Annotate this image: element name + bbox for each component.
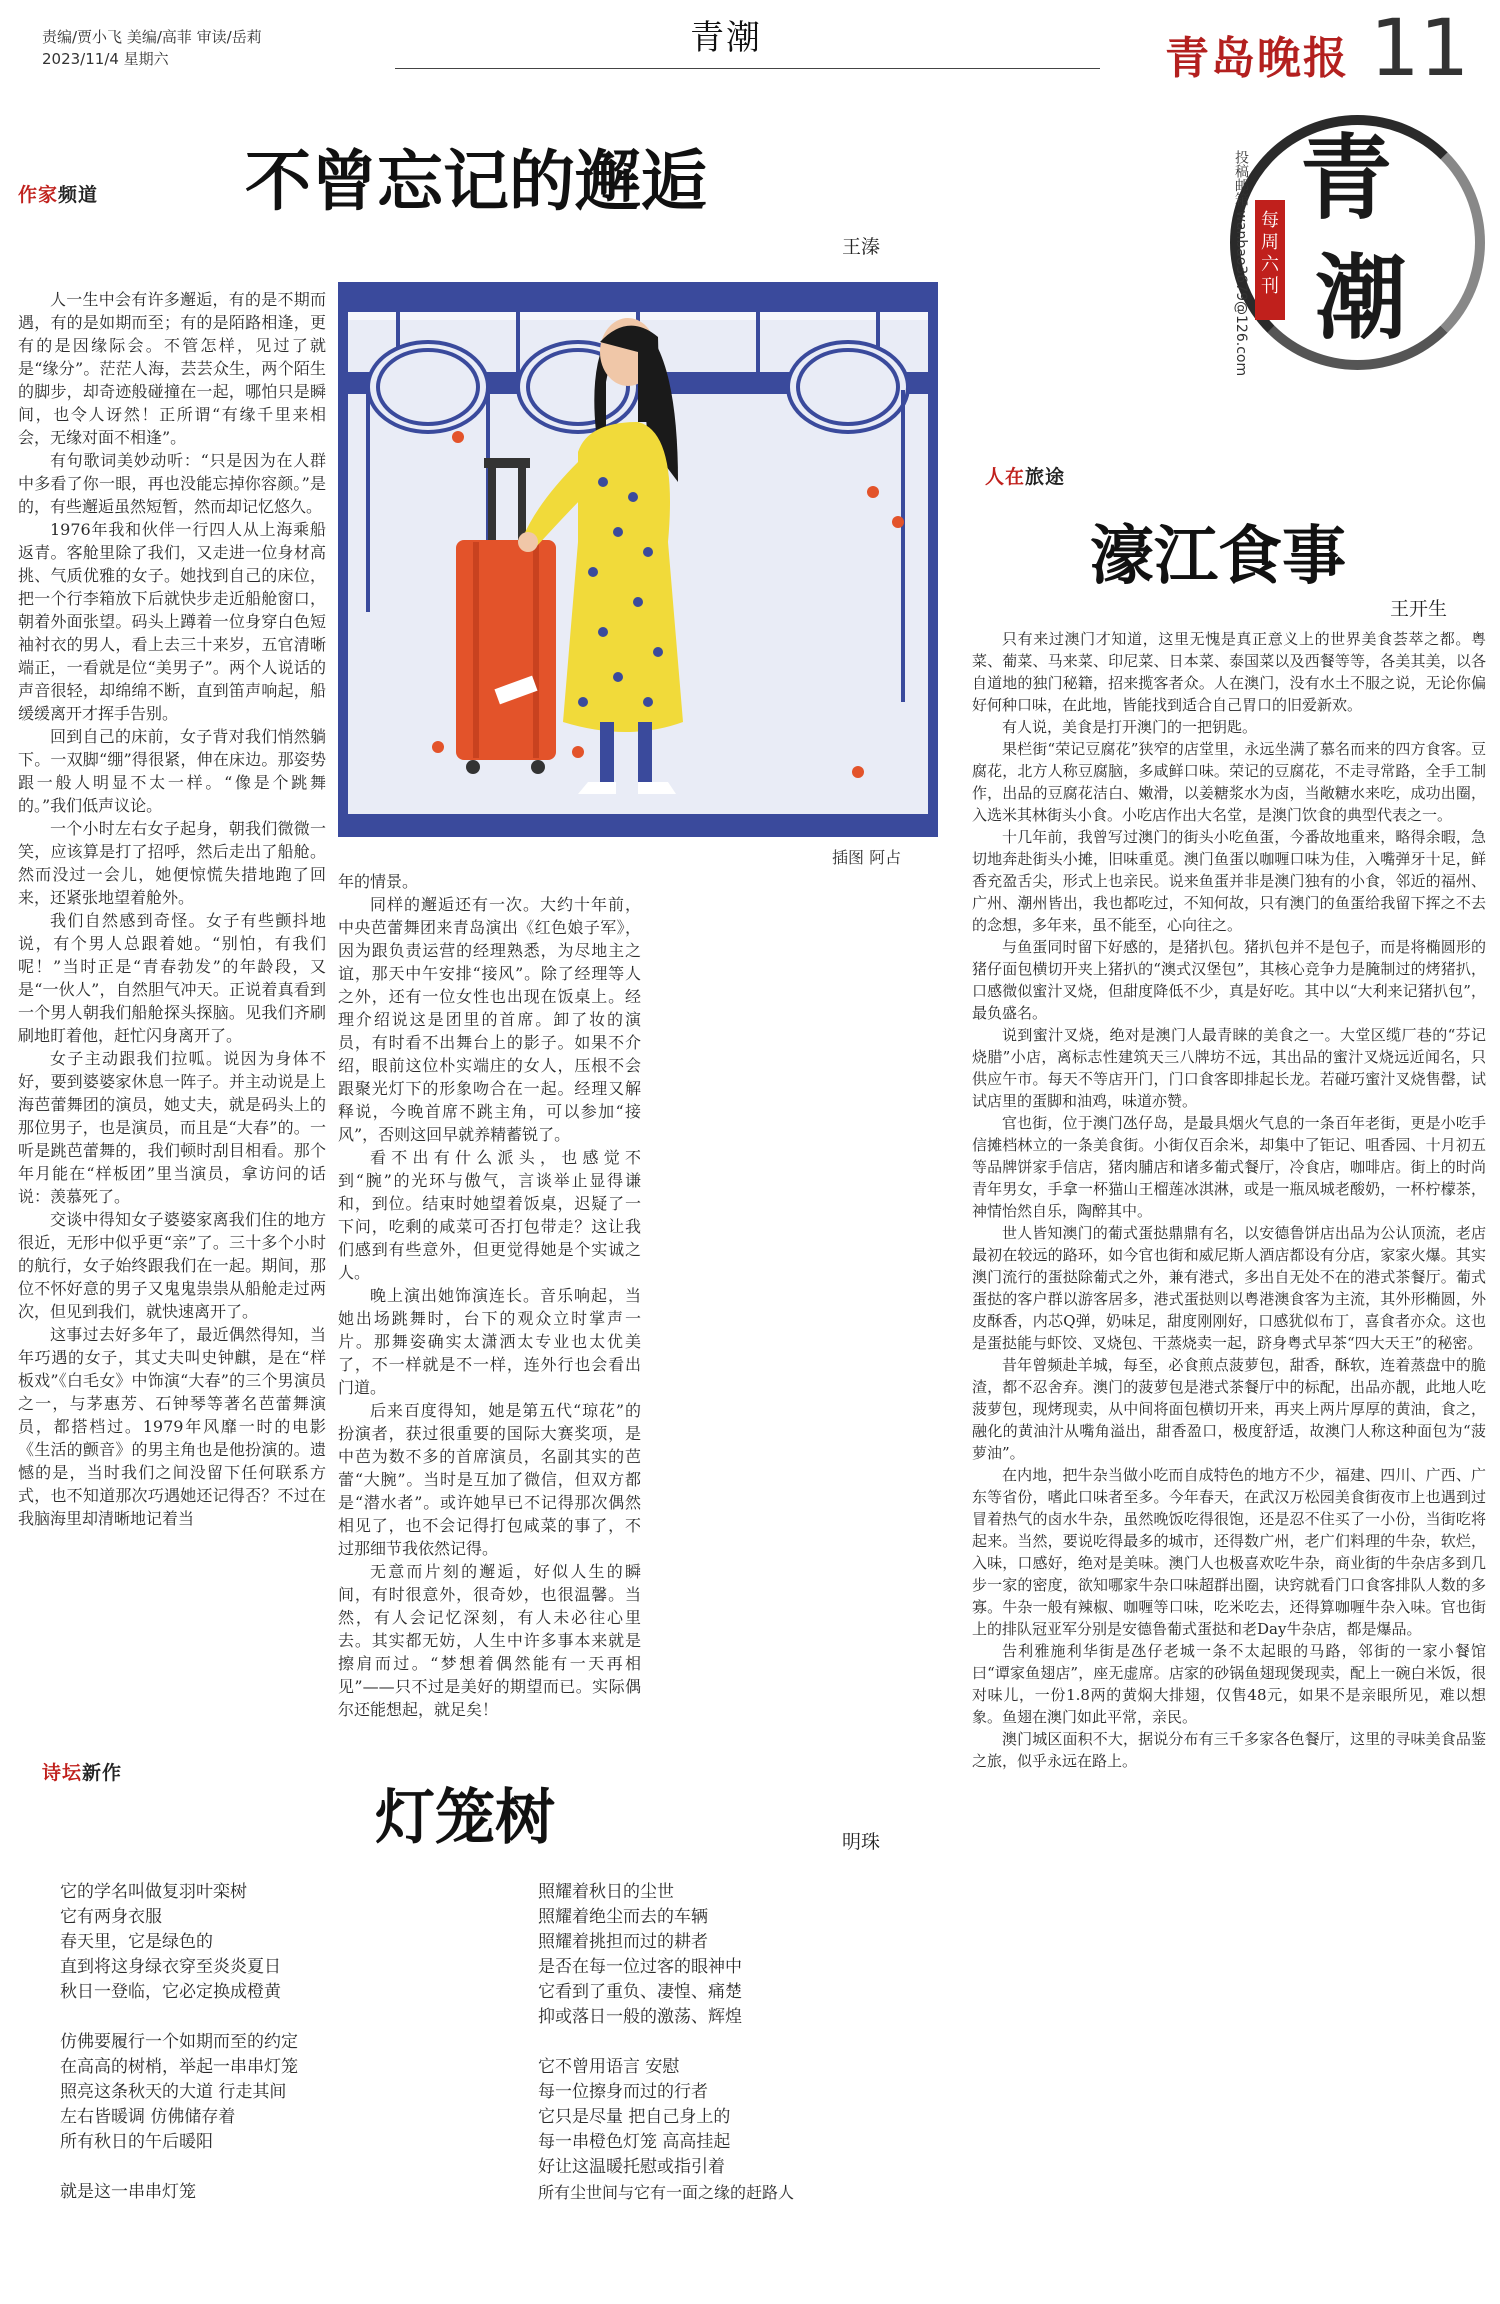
page-number: 11 [1370,4,1470,94]
stanza-break [60,2155,490,2180]
paragraph: 1976年我和伙伴一行四人从上海乘船返青。客舱里除了我们，又走进一位身材高挑、气质优雅的女子。她找到自己的床位，把一个行李箱放下后就快步走近船舱窗口，朝着外面张望。码头上蹲着一位身穿白色短袖衬衣的男人，看上去三十来岁，五官清晰端正，一看就是位“美男子”。两个人说话的声音很轻，却绵绵不断，直到笛声响起，船缓缓离开才挥手告别。 [18,520,326,723]
email-address: wanbao3679@126.com [1233,210,1249,377]
poem-line: 在高高的树梢，举起一串串灯笼 [60,2057,298,2077]
poem-line: 就是这一串串灯笼 [60,2182,196,2202]
paragraph: 无意而片刻的邂逅，好似人生的瞬间，有时很意外，很奇妙，也很温馨。当然，有人会记忆深刻，有人未必往心里去。其实都无妨，人生中许多事本来就是擦肩而过。“梦想着偶然能有一天再相见”——只不过是美好的期望而已。实际偶尔还能想起，就足矣！ [338,1562,641,1719]
column-tag-travel: 人在旅途 [985,466,1066,488]
paragraph: 这事过去好多年了，最近偶然得知，当年巧遇的女子，其丈夫叫史钟麒，是在“样板戏”《白毛女》中饰演“大春”的三个男演员之一，与茅惠芳、石钟琴等著名芭蕾舞演员，都搭档过。1979年风靡一时的电影《生活的颤音》的男主角也是他扮演的。遗憾的是，当时我们之间没留下任何联系方式，也不知道那次巧遇她还记得否？不过在我脑海里却清晰地记着当 [18,1325,326,1528]
article2-column [972,628,1486,1772]
poem-line: 它的学名叫做复羽叶栾树 [60,1882,247,1902]
column-tag-writer: 作家频道 [18,184,99,206]
logo-char-qing: 青 [1300,124,1393,232]
article2-author: 王开生 [1390,598,1448,620]
paragraph: 果栏街“荣记豆腐花”狭窄的店堂里，永远坐满了慕名而来的四方食客。豆腐花，北方人称豆腐脑，多咸鲜口味。荣记的豆腐花，不走寻常路，全手工制作，出品的豆腐花洁白、嫩滑，以姜糖浆水为卤，当敞糖水来吃，成功出圈，入选米其林街头小食。小吃店作出大名堂，是澳门饮食的典型代表之一。 [972,740,1486,824]
header-rule [395,68,1100,69]
paragraph: 说到蜜汁叉烧，绝对是澳门人最青睐的美食之一。大堂区缆厂巷的“芬记烧腊”小店，离标志性建筑天三八牌坊不远，其出品的蜜汁叉烧远近闻名，只供应午市。每天不等店开门，门口食客即排起长龙。若碰巧蜜汁叉烧售罄，试试店里的蛋脚和油鸡，味道亦赞。 [972,1026,1486,1110]
poem-line: 每一位擦身而过的行者 [538,2082,708,2102]
paragraph: 晚上演出她饰演连长。音乐响起，当她出场跳舞时，台下的观众立时掌声一片。那舞姿确实太潇洒太专业也太优美了，不一样就是不一样，连外行也会看出门道。 [338,1286,641,1397]
paragraph: 澳门城区面积不大，据说分布有三千多家各色餐厅，这里的寻味美食品鉴之旅，似乎永远在路上。 [972,1730,1486,1770]
paragraph: 交谈中得知女子婆婆家离我们住的地方很近，无形中似乎更“亲”了。三十多个小时的航行，女子始终跟我们在一起。期间，那位不怀好意的男子又鬼鬼祟祟从船舱走过两次，但见到我们，就快速离开了。 [18,1210,326,1321]
date-line: 2023/11/4 星期六 [42,50,169,68]
paragraph: 官也街，位于澳门氹仔岛，是最具烟火气息的一条百年老街，更是小吃手信摊档林立的一条美食街。小街仅百余米，却集中了钜记、咀香园、十月初五等品牌饼家手信店，猪肉脯店和诸多葡式餐厅，冷食店，咖啡店。街上的时尚青年男女，手拿一杯猫山王榴莲冰淇淋，或是一瓶凤城老酸奶，一杯柠檬茶，神情怡然自乐，陶醉其中。 [972,1114,1486,1220]
poem-line: 它有两身衣服 [60,1907,162,1927]
paragraph: 我们自然感到奇怪。女子有些颤抖地说，有个男人总跟着她。“别怕，有我们呢！”当时正是“青春勃发”的年龄段，又是“一伙人”，自然胆气冲天。正说着真看到一个男人朝我们船舱探头探脑。见我们齐刷刷地盯着他，赶忙闪身离开了。 [18,911,326,1045]
article1-author: 王溱 [842,236,881,258]
paragraph: 有人说，美食是打开澳门的一把钥匙。 [1002,718,1258,736]
paragraph: 只有来过澳门才知道，这里无愧是真正意义上的世界美食荟萃之都。粤菜、葡菜、马来菜、印尼菜、日本菜、泰国菜以及西餐等等，各美其美，以各自道地的独门秘籍，招来揽客者众。人在澳门，没有水土不服之说，无论你偏好何种口味，在此地，皆能找到适合自己胃口的旧爱新欢。 [972,630,1486,714]
poem-line: 左右皆暖调 仿佛储存着 [60,2107,236,2127]
poem-left-column [60,1880,490,2205]
article2-title: 濠江食事 [1090,520,1346,594]
poem-line: 它看到了重负、凄惶、痛楚 [538,1982,742,2002]
email-label: 投稿邮箱 [1233,150,1249,206]
article1-mid-column [338,870,641,1721]
paragraph: 与鱼蛋同时留下好感的，是猪扒包。猪扒包并不是包子，而是将椭圆形的猪仔面包横切开夹上猪扒的“澳式汉堡包”，其核心竞争力是腌制过的烤猪扒，口感微似蜜汁叉烧，但甜度降低不少，真是好吃。其中以“大利来记猪扒包”，最负盛名。 [972,938,1486,1022]
poem-title: 灯笼树 [375,1783,555,1853]
paragraph: 女子主动跟我们拉呱。说因为身体不好，要到婆婆家休息一阵子。并主动说是上海芭蕾舞团的演员，她丈夫，就是码头上的那位男子，也是演员，而且是“大春”的。一听是跳芭蕾舞的，我们顿时刮目相看。那个年月能在“样板团”里当演员，拿访问的话说：羡慕死了。 [18,1049,326,1206]
header-credits [42,26,262,70]
poem-line: 好让这温暖托慰或指引着 [538,2157,725,2177]
poem-line: 每一串橙色灯笼 高高挂起 [538,2132,731,2152]
paragraph: 世人皆知澳门的葡式蛋挞鼎鼎有名，以安德鲁饼店出品为公认顶流，老店最初在较远的路环，如今官也街和威尼斯人酒店都设有分店，家家火爆。其实澳门流行的蛋挞除葡式之外，兼有港式，多出自无处不在的港式茶餐厅。葡式蛋挞的客户群以游客居多，港式蛋挞则以粤港澳食客为主流，其外形椭圆，外皮酥香，内芯Q弹，奶味足，甜度刚刚好，口感犹似布丁，喜食者亦众。这也是蛋挞能与虾饺、叉烧包、干蒸烧卖一起，跻身粤式早茶“四大天王”的秘密。 [972,1224,1486,1352]
article1-illustration [338,282,938,837]
paragraph: 看不出有什么派头，也感觉不到“腕”的光环与傲气，言谈举止显得谦和，到位。结束时她望着饭桌，迟疑了一下问，吃剩的咸菜可否打包带走？这让我们感到有些意外，但更觉得她是个实诚之人。 [338,1148,641,1282]
poem-line: 照亮这条秋天的大道 行走其间 [60,2082,287,2102]
poem-line: 照耀着秋日的尘世 [538,1882,674,1902]
logo-seal: 每周六刊 [1255,200,1285,320]
stanza-break [538,2030,958,2055]
poem-line: 它不曾用语言 安慰 [538,2057,680,2077]
paragraph: 十几年前，我曾写过澳门的街头小吃鱼蛋，今番故地重来，略得余暇，急切地奔赴街头小摊，旧味重觅。澳门鱼蛋以咖喱口味为佳，入嘴弹牙十足，鲜香充盈舌尖，形式上也亲民。说来鱼蛋并非是澳门独有的小食，邻近的福州、广州、潮州皆出，我也都吃过，不知何故，只有澳门的鱼蛋给我留下挥之不去的念想，多年来，虽不能至，心向往之。 [972,828,1486,934]
poem-line: 是否在每一位过客的眼神中 [538,1957,742,1977]
stanza-break [60,2005,490,2030]
newspaper-brand: 青岛晚报 [1165,33,1349,84]
poem-line: 照耀着挑担而过的耕者 [538,1932,708,1952]
logo-char-chao: 潮 [1315,244,1408,352]
paragraph: 回到自己的床前，女子背对我们悄然躺下。一双脚“绷”得很紧，伸在床边。那姿势跟一般人明显不太一样。“像是个跳舞的。”我们低声议论。 [18,727,326,815]
paragraph: 年的情景。 [338,872,419,891]
paragraph: 同样的邂逅还有一次。大约十年前，中央芭蕾舞团来青岛演出《红色娘子军》，因为跟负责运营的经理熟悉，为尽地主之谊，那天中午安排“接风”。除了经理等人之外，还有一位女性也出现在饭桌上。经理介绍说这是团里的首席。卸了妆的演员，有时看不出舞台上的影子。如果不介绍，眼前这位朴实端庄的女人，压根不会跟聚光灯下的形象吻合在一起。经理又解释说，今晚首席不跳主角，可以参加“接风”，否则这回早就养精蓄锐了。 [338,895,641,1144]
poem-line: 秋日一登临，它必定换成橙黄 [60,1982,281,2002]
submission-email [1190,150,1250,400]
paragraph: 人一生中会有许多邂逅，有的是不期而遇，有的是如期而至；有的是陌路相逢，更有的是因缘际会。不管怎样，见过了就是“缘分”。茫茫人海，芸芸众生，两个陌生的脚步，却奇迹般碰撞在一起，哪怕只是瞬间，也令人讶然！正所谓“有缘千里来相会，无缘对面不相逢”。 [18,290,326,447]
poem-line: 春天里，它是绿色的 [60,1932,213,1952]
paragraph: 一个小时左右女子起身，朝我们微微一笑，应该算是打了招呼，然后走出了船舱。然而没过一会儿，她便惊慌失措地跑了回来，还紧张地望着舱外。 [18,819,326,907]
paragraph: 在内地，把牛杂当做小吃而自成特色的地方不少，福建、四川、广西、广东等省份，嗜此口味者至多。今年春天，在武汉万松园美食街夜市上也遇到过冒着热气的卤水牛杂，虽然晚饭吃得很饱，还是忍不住买了一小份，当街吃将起来。当然，要说吃得最多的城市，还得数广州，老广们料理的牛杂，软烂，入味，口感好，绝对是美味。澳门人也极喜欢吃牛杂，商业街的牛杂店多到几步一家的密度，欲知哪家牛杂口味超群出圈，诀窍就看门口食客排队人数的多寡。牛杂一般有辣椒、咖喱等口味，吃米吃去，还得算咖喱牛杂入味。官也街上的排队冠亚军分别是安德鲁葡式蛋挞和老Day牛杂店，都是爆品。 [972,1466,1486,1638]
illustration-credit: 插图 阿占 [832,848,902,867]
paragraph: 昔年曾频赴羊城，每至，必食煎点菠萝包，甜香，酥软，连着蒸盘中的脆渣，都不忍舍弃。澳门的菠萝包是港式茶餐厅中的标配，出品亦靓，此地人吃菠萝包，现烤现卖，从中间将面包横切开来，再夹上两片厚厚的黄油，食之，融化的黄油汁从嘴角溢出，甜香盈口，极度舒适，故澳门人称这种面包为“菠萝油”。 [972,1356,1486,1462]
poem-line: 所有尘世间与它有一面之缘的赶路人 [538,2183,795,2202]
credits-line: 责编/贾小飞 美编/高菲 审读/岳莉 [42,28,262,46]
article1-left-column [18,288,326,1530]
paragraph: 有句歌词美妙动听：“只是因为在人群中多看了你一眼，再也没能忘掉你容颜。”是的，有些邂逅虽然短暂，然而却记忆悠久。 [18,451,326,516]
poem-line: 照耀着绝尘而去的车辆 [538,1907,708,1927]
poem-line: 所有秋日的午后暖阳 [60,2132,213,2152]
poem-line: 抑或落日一般的激荡、辉煌 [538,2007,742,2027]
article1-title: 不曾忘记的邂逅 [245,143,707,220]
poem-line: 直到将这身绿衣穿至炎炎夏日 [60,1957,281,1977]
section-title: 青潮 [690,18,762,58]
poem-right-column [538,1880,958,2205]
poem-line: 它只是尽量 把自己身上的 [538,2107,731,2127]
paragraph: 后来百度得知，她是第五代“琼花”的扮演者，获过很重要的国际大赛奖项，是中芭为数不多的首席演员，名副其实的芭蕾“大腕”。当时是互加了微信，但双方都是“潜水者”。或许她早已不记得那次偶然相见了，也不会记得打包咸菜的事了，不过那细节我依然记得。 [338,1401,641,1558]
poem-line: 仿佛要履行一个如期而至的约定 [60,2032,298,2052]
column-tag-poetry: 诗坛新作 [42,1762,123,1784]
paragraph: 告利雅施利华街是氹仔老城一条不太起眼的马路，邻街的一家小餐馆曰“谭家鱼翅店”，座无虚席。店家的砂锅鱼翅现煲现卖，配上一碗白米饭，很对味儿，一份1.8两的黄焖大排翅，仅售48元，如果不是亲眼所见，难以想象。鱼翅在澳门如此平常，亲民。 [972,1642,1486,1726]
poem-author: 明珠 [842,1831,881,1853]
